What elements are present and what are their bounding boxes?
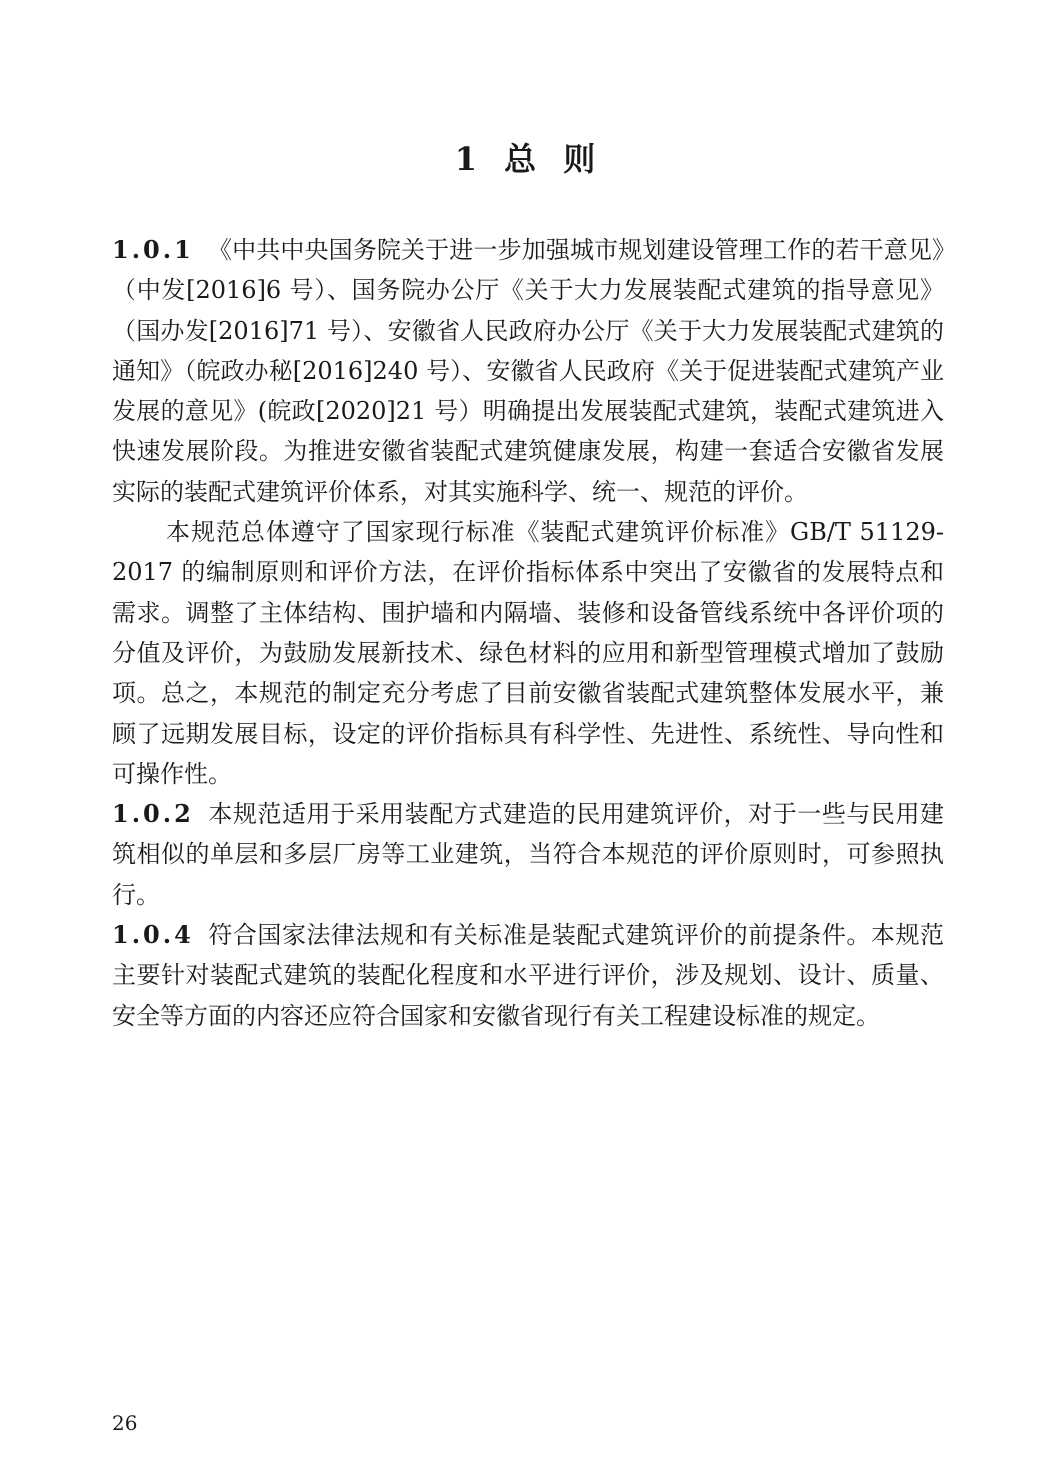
clause-text: 本规范适用于采用装配方式建造的民用建筑评价，对于一些与民用建筑相似的单层和多层厂房等工业建筑，当符合本规范的评价原则时，可参照执行。 (112, 800, 944, 909)
page-number: 26 (112, 1411, 138, 1435)
clause-number: 1.0.4 (112, 920, 194, 950)
clause-1-0-2 (112, 794, 944, 915)
clause-text: 符合国家法律法规和有关标准是装配式建筑评价的前提条件。本规范主要针对装配式建筑的装配化程度和水平进行评价，涉及规划、设计、质量、安全等方面的内容还应符合国家和安徽省现行有关工程建设标准的规定。 (112, 921, 944, 1030)
clause-1-0-1 (112, 230, 944, 512)
clause-1-0-1-continuation: 本规范总体遵守了国家现行标准《装配式建筑评价标准》GB/T 51129-2017 的编制原则和评价方法，在评价指标体系中突出了安徽省的发展特点和需求。调整了主体结构、围护墙和内隔墙、装修和设备管线系统中各评价项的分值及评价，为鼓励发展新技术、绿色材料的应用和新型管理模式增加了鼓励项。总之，本规范的制定充分考虑了目前安徽省装配式建筑整体发展水平，兼顾了远期发展目标，设定的评价指标具有科学性、先进性、系统性、导向性和可操作性。 (112, 518, 944, 788)
clause-number: 1.0.2 (112, 799, 194, 829)
chapter-title: 1 总 则 (454, 140, 604, 178)
clause-number: 1.0.1 (112, 235, 194, 264)
chapter-body (112, 230, 944, 1036)
clause-text: 《中共中央国务院关于进一步加强城市规划建设管理工作的若干意见》（中发[2016]6 号）、国务院办公厅《关于大力发展装配式建筑的指导意见》（国办发[2016]71 号）、安徽省人民政府办公厅《关于大力发展装配式建筑的通知》（皖政办秘[2016]240 号）、安徽省人民政府《关于促进装配式建筑产业发展的意见》(皖政[2020]21 号）明确提出发展装配式建筑，装配式建筑进入快速发展阶段。为推进安徽省装配式建筑健康发展，构建一套适合安徽省发展实际的装配式建筑评价体系，对其实施科学、统一、规范的评价。 (112, 236, 944, 506)
clause-1-0-4 (112, 915, 944, 1036)
